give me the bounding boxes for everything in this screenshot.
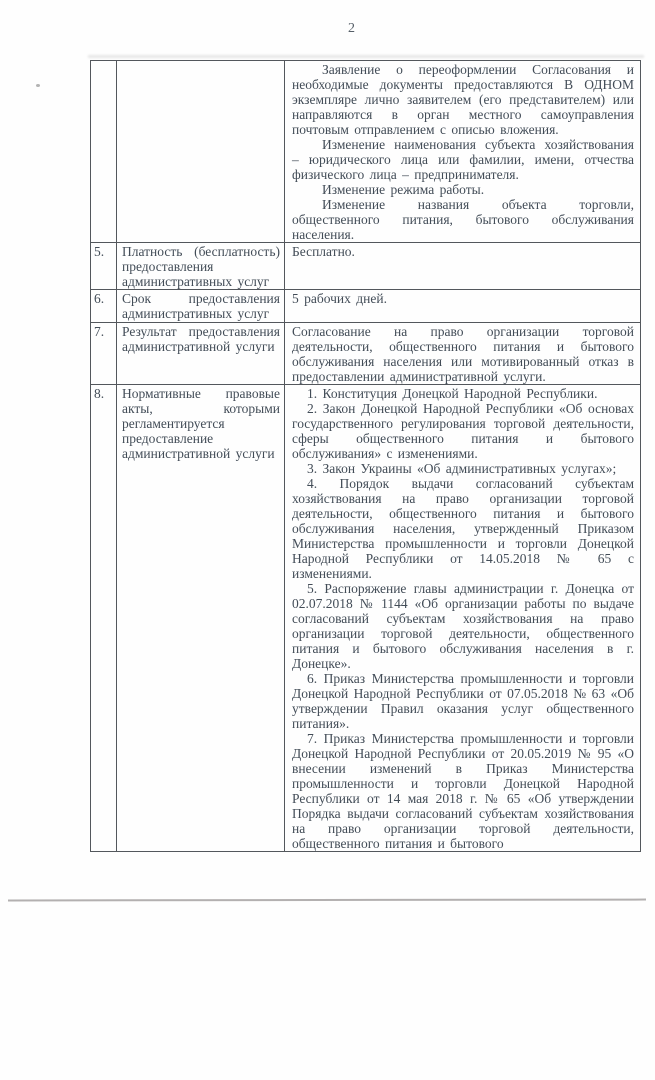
list-item-paragraph: 3. Закон Украины «Об административных услугах»; bbox=[307, 461, 617, 476]
paragraph: Заявление о переоформлении Согласования и необходимые документы предоставляются В ОДНОМ экземпляре лично заявителем (его представителем) или направляются в орган местного самоуправления почтовым отправлением с описью вложения. bbox=[292, 62, 634, 137]
list-item-paragraph: 5. Распоряжение главы администрации г. Донецка от 02.07.2018 № 1144 «Об организации работы по выдаче согласований субъектам хозяйствования на право организации торговой деятельности, общественного питания и бытового обслуживания населения в г. Донецке». bbox=[292, 581, 634, 671]
paragraph: Изменение наименования субъекта хозяйствования – юридического лица или фамилии, имени, отчества физического лица – предпринимателя. bbox=[292, 137, 634, 182]
paragraph: Изменение режима работы. bbox=[322, 182, 485, 197]
row-number-cell: 6. bbox=[91, 290, 117, 323]
list-item-paragraph: 6. Приказ Министерства промышленности и торговли Донецкой Народной Республики от 07.05.2018 № 63 «Об утверждении Правил оказания услуг общественного питания». bbox=[292, 671, 634, 731]
page-footer-line bbox=[8, 899, 646, 902]
row-label-text: Платность (бесплатность) предоставления административных услуг bbox=[122, 244, 280, 289]
paragraph: Изменение названия объекта торговли, общественного питания, бытового обслуживания населения. bbox=[292, 197, 634, 242]
page-number: 2 bbox=[348, 21, 355, 36]
paragraph: Бесплатно. bbox=[292, 244, 355, 259]
list-item-paragraph: 4. Порядок выдачи согласований субъектам хозяйствования на право организации торговой деятельности, общественного питания и бытового обслуживания населения, утвержденный Приказом Министерства промышленности и торговли Донецкой Народной Республики от 14.05.2018 № 65 с изменениями. bbox=[292, 476, 634, 581]
row-number-cell bbox=[91, 61, 117, 243]
row-label-text: Срок предоставления административных услуг bbox=[122, 291, 280, 321]
table-row-5 bbox=[91, 243, 641, 290]
list-item-paragraph: 2. Закон Донецкой Народной Республики «Об основах государственного регулирования торговой деятельности, сферы общественного питания и бытового обслуживания» с изменениями. bbox=[292, 401, 634, 461]
table-row-6 bbox=[91, 290, 641, 323]
row-content-cell bbox=[285, 290, 641, 323]
paragraph: Согласование на право организации торговой деятельности, общественного питания и бытового обслуживания населения или мотивированный отказ в предоставлении административной услуги. bbox=[292, 324, 634, 384]
row-content-cell bbox=[285, 61, 641, 243]
table-row-7 bbox=[91, 323, 641, 385]
row-label-cell bbox=[117, 290, 285, 323]
table-row-continuation bbox=[91, 61, 641, 243]
list-item-paragraph: 7. Приказ Министерства промышленности и торговли Донецкой Народной Республики от 20.05.2019 № 95 «О внесении изменений в Приказ Министерства промышленности и торговли Донецкой Народной Республики от 14 мая 2018 г. № 65 «Об утверждении Порядка выдачи согласований субъектам хозяйствования на право организации торговой деятельности, общественного питания и бытового bbox=[292, 731, 634, 851]
row-label-cell bbox=[117, 323, 285, 385]
row-content-cell bbox=[285, 243, 641, 290]
row-number-cell: 5. bbox=[91, 243, 117, 290]
administrative-service-table bbox=[90, 60, 641, 852]
table-row-8 bbox=[91, 385, 641, 852]
row-label-text: Нормативные правовые акты, которыми регламентируется предоставление административной услуги bbox=[122, 386, 280, 461]
row-number-cell: 8. bbox=[91, 385, 117, 852]
paragraph: 5 рабочих дней. bbox=[292, 291, 387, 306]
row-number-cell: 7. bbox=[91, 323, 117, 385]
row-label-text: Результат предоставления административной услуги bbox=[122, 324, 280, 354]
scan-smudge-artifact bbox=[88, 55, 644, 58]
row-label-cell bbox=[117, 243, 285, 290]
row-label-cell bbox=[117, 61, 285, 243]
scan-dot-artifact bbox=[36, 84, 40, 87]
row-label-cell bbox=[117, 385, 285, 852]
row-content-cell bbox=[285, 323, 641, 385]
list-item-paragraph: 1. Конституция Донецкой Народной Республики. bbox=[307, 386, 598, 401]
row-content-cell bbox=[285, 385, 641, 852]
